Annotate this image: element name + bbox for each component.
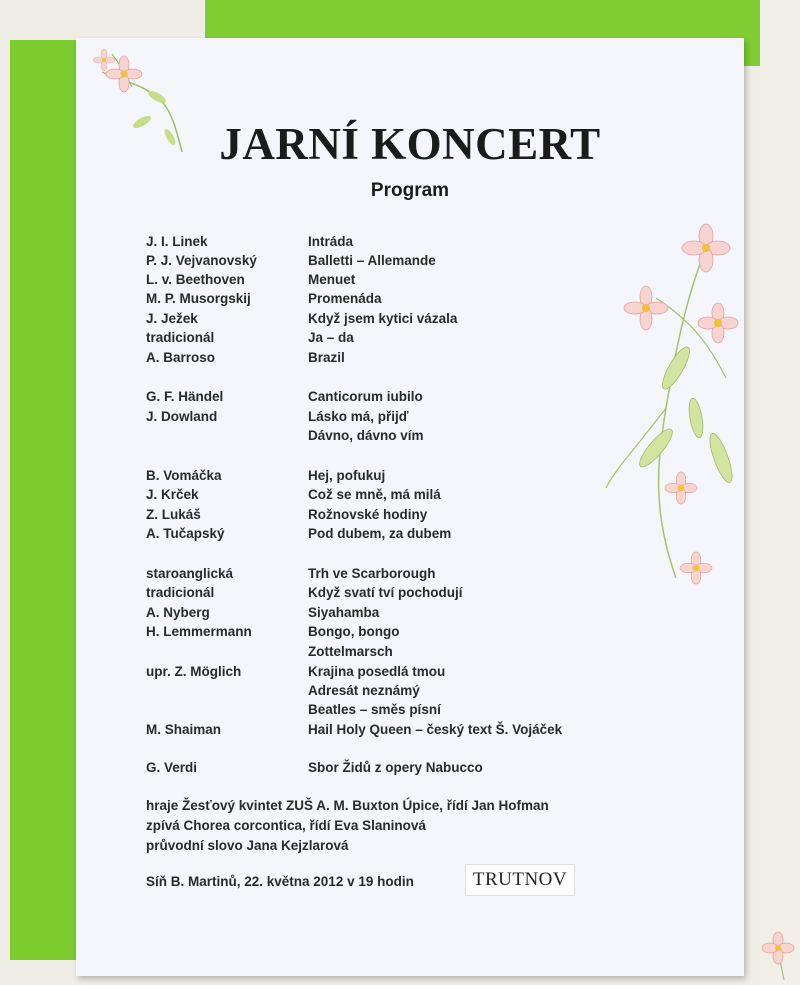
composer: J. I. Linek [146, 234, 208, 249]
program-list [76, 38, 744, 976]
venue-date: Síň B. Martinů, 22. května 2012 v 19 hodin [146, 874, 414, 889]
credit-line: hraje Žesťový kvintet ZUŠ A. M. Buxton Úpice, řídí Jan Hofman [146, 798, 549, 813]
composer: A. Tučapský [146, 526, 225, 541]
program-row [76, 291, 744, 311]
program-row [76, 585, 744, 605]
piece: Hej, pofukuj [308, 468, 386, 483]
composer: staroanglická [146, 566, 234, 581]
poster-subtitle: Program [370, 180, 450, 201]
piece: Když svatí tví pochodují [308, 585, 463, 600]
piece: Lásko má, přijď [308, 409, 409, 424]
composer: P. J. Vejvanovský [146, 253, 257, 268]
piece: Sbor Židů z opery Nabucco [308, 760, 483, 775]
composer: L. v. Beethoven [146, 272, 245, 287]
program-row [76, 760, 744, 780]
piece: Balletti – Allemande [308, 253, 436, 268]
piece: Promenáda [308, 291, 382, 306]
program-row [76, 722, 744, 742]
composer: A. Barroso [146, 350, 216, 365]
program-row [76, 487, 744, 507]
composer: upr. Z. Möglich [146, 664, 242, 679]
composer: Z. Lukáš [146, 507, 201, 522]
wall-background [760, 0, 800, 985]
composer: J. Ježek [146, 311, 198, 326]
program-row [76, 311, 744, 331]
piece: Bongo, bongo [308, 624, 400, 639]
piece: Dávno, dávno vím [308, 428, 424, 443]
piece: Beatles – směs písní [308, 702, 441, 717]
program-row [76, 389, 744, 409]
composer: tradicionál [146, 585, 215, 600]
composer: A. Nyberg [146, 605, 210, 620]
program-row [76, 272, 744, 292]
piece: Brazil [308, 350, 345, 365]
composer: tradicionál [146, 330, 215, 345]
composer: G. F. Händel [146, 389, 224, 404]
concert-poster [76, 38, 744, 976]
piece: Canticorum iubilo [308, 389, 423, 404]
program-row [76, 605, 744, 625]
composer: J. Dowland [146, 409, 218, 424]
composer: H. Lemmermann [146, 624, 252, 639]
composer: B. Vomáčka [146, 468, 222, 483]
piece: Ja – da [308, 330, 354, 345]
program-row [76, 644, 744, 664]
piece: Adresát neznámý [308, 683, 420, 698]
piece: Rožnovské hodiny [308, 507, 428, 522]
program-row [76, 702, 744, 722]
piece: Zottelmarsch [308, 644, 393, 659]
program-row [76, 526, 744, 546]
composer: G. Verdi [146, 760, 198, 775]
credit-line: zpívá Chorea corcontica, řídí Eva Slaninová [146, 818, 426, 833]
program-row [76, 253, 744, 273]
program-row [76, 664, 744, 684]
composer: M. P. Musorgskij [146, 291, 251, 306]
program-row [76, 507, 744, 527]
program-row [76, 350, 744, 370]
composer: M. Shaiman [146, 722, 222, 737]
piece: Siyahamba [308, 605, 380, 620]
program-row [76, 428, 744, 448]
piece: Intráda [308, 234, 354, 249]
piece: Což se mně, má milá [308, 487, 441, 502]
piece: Hail Holy Queen – český text Š. Vojáček [308, 722, 563, 737]
program-row [76, 624, 744, 644]
city-label: TRUTNOV [465, 864, 575, 896]
program-row [76, 683, 744, 703]
credit-line: průvodní slovo Jana Kejzlarová [146, 838, 349, 853]
piece: Když jsem kytici vázala [308, 311, 458, 326]
program-row [76, 234, 744, 254]
flower-decoration-bottom-right-icon [758, 930, 798, 980]
poster-title: JARNÍ KONCERT [219, 119, 601, 169]
piece: Menuet [308, 272, 356, 287]
piece: Trh ve Scarborough [308, 566, 436, 581]
program-row [76, 566, 744, 586]
program-row [76, 409, 744, 429]
composer: J. Krček [146, 487, 199, 502]
piece: Krajina posedlá tmou [308, 664, 446, 679]
program-row [76, 330, 744, 350]
program-row [76, 468, 744, 488]
piece: Pod dubem, za dubem [308, 526, 452, 541]
